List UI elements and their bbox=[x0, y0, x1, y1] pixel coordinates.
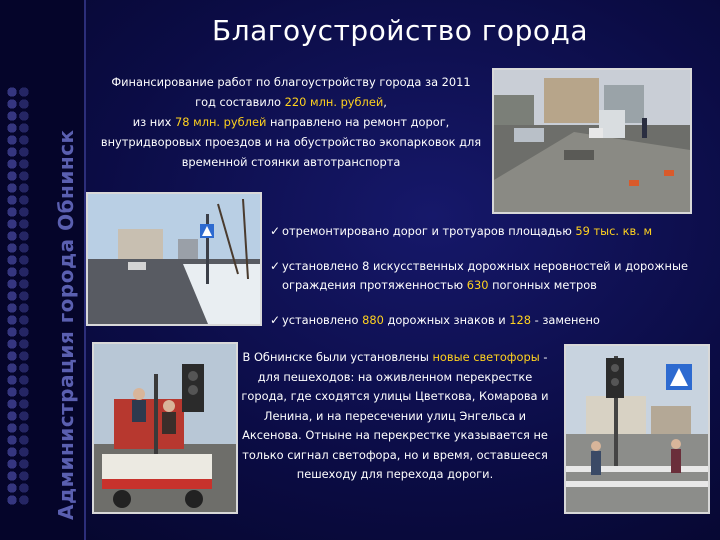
highlight-value: 78 млн. рублей bbox=[174, 115, 267, 129]
intro-line: временной стоянки автотранспорта bbox=[181, 155, 401, 169]
traffic-line: Ленина, и на пересечении улиц Энгельса и bbox=[263, 408, 527, 423]
bullet-list bbox=[270, 222, 710, 346]
traffic-line: города, где сходятся улицы Цветкова, Комарова и bbox=[241, 389, 549, 403]
intro-paragraph bbox=[92, 72, 490, 172]
intro-line: внутридворовых проездов и на обустройство экопарковок для bbox=[100, 135, 482, 149]
sidebar-title: Администрация города Обнинск bbox=[54, 129, 78, 520]
road-repair-photo bbox=[492, 68, 692, 214]
check-icon: ✓ bbox=[270, 259, 281, 273]
traffic-line: для пешеходов: на оживленном перекрестке bbox=[257, 369, 533, 384]
traffic-line: В Обнинске были установлены новые светофоры - bbox=[242, 350, 548, 364]
check-icon: ✓ bbox=[270, 224, 281, 238]
intro-line: год составило 220 млн. рублей, bbox=[195, 95, 387, 109]
list-item: ✓ установлено 8 искусственных дорожных неровностей и дорожные ограждения протяженностью 630 погонных метров bbox=[270, 257, 710, 295]
page-title: Благоустройство города bbox=[212, 14, 588, 47]
intro-line: из них 78 млн. рублей направлено на ремонт дорог, bbox=[132, 115, 450, 129]
check-icon: ✓ bbox=[270, 313, 281, 327]
traffic-line: только сигнал светофора, но и время, оставшееся bbox=[242, 447, 548, 462]
intro-line: Финансирование работ по благоустройству города за 2011 bbox=[111, 75, 471, 89]
sidebar bbox=[0, 0, 84, 540]
winter-street-photo bbox=[86, 192, 262, 326]
list-item: ✓ отремонтировано дорог и тротуаров площадью 59 тыс. кв. м bbox=[270, 222, 710, 241]
traffic-line: Аксенова. Отныне на перекрестке указывается не bbox=[242, 428, 548, 442]
decorative-dots bbox=[18, 86, 30, 506]
traffic-light-install-photo bbox=[92, 342, 238, 514]
list-item: ✓ установлено 880 дорожных знаков и 128 - заменено bbox=[270, 311, 710, 330]
traffic-line: пешеходу для перехода дороги. bbox=[296, 467, 494, 481]
pedestrian-crossing-photo bbox=[564, 344, 710, 514]
traffic-lights-paragraph bbox=[236, 348, 554, 485]
highlight-value: 220 млн. рублей bbox=[284, 95, 384, 109]
